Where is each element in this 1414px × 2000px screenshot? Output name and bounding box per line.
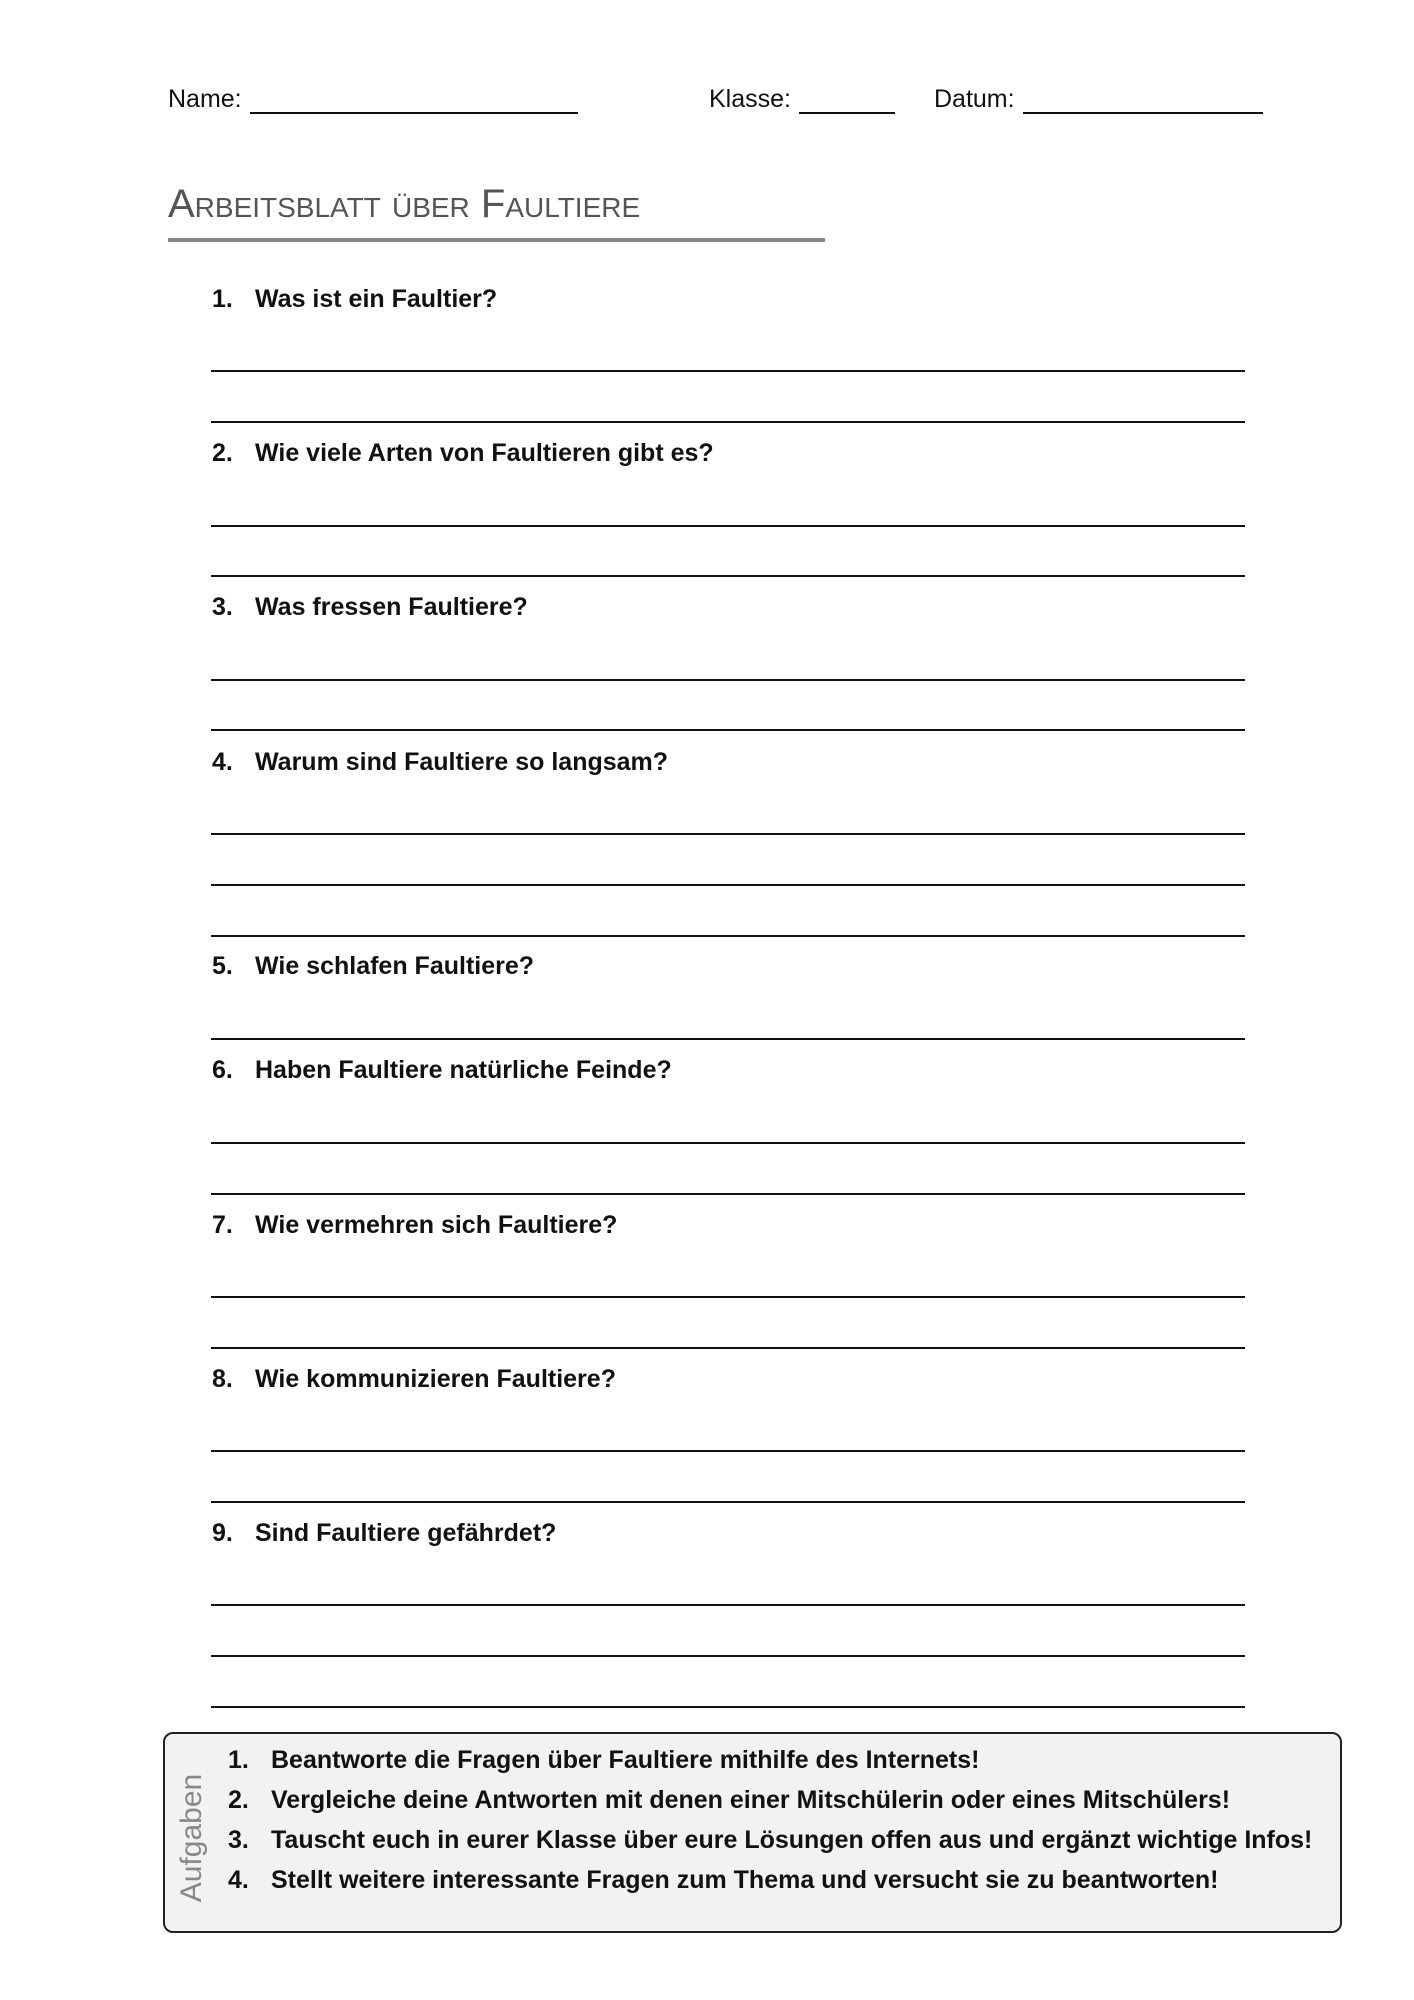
answer-line — [211, 1655, 1245, 1657]
page-title: Arbeitsblatt über Faultiere — [168, 182, 641, 226]
question-text: Wie kommunizieren Faultiere? — [255, 1365, 616, 1393]
task-4 — [228, 1865, 1218, 1895]
title-underline — [168, 238, 825, 242]
task-text: Beantworte die Fragen über Faultiere mithilfe des Internets! — [271, 1746, 980, 1774]
task-text: Vergleiche deine Antworten mit denen einer Mitschülerin oder eines Mitschülers! — [271, 1786, 1231, 1814]
name-label: Name: — [168, 85, 242, 113]
task-number: 1. — [228, 1746, 249, 1774]
answer-line — [211, 525, 1245, 527]
question-text: Was ist ein Faultier? — [255, 285, 498, 313]
answer-line — [211, 1193, 1245, 1195]
question-number: 1. — [212, 285, 233, 313]
question-text: Was fressen Faultiere? — [255, 593, 528, 621]
question-text: Wie viele Arten von Faultieren gibt es? — [255, 439, 714, 467]
answer-line — [211, 833, 1245, 835]
question-number: 6. — [212, 1056, 233, 1084]
answer-line — [211, 1142, 1245, 1144]
question-6 — [212, 1055, 672, 1085]
question-9 — [212, 1518, 556, 1548]
question-number: 9. — [212, 1519, 233, 1547]
task-3 — [228, 1825, 1312, 1855]
answer-line — [211, 1038, 1245, 1040]
question-number: 5. — [212, 952, 233, 980]
question-5 — [212, 951, 534, 981]
answer-line — [211, 1296, 1245, 1298]
question-7 — [212, 1210, 617, 1240]
question-number: 2. — [212, 439, 233, 467]
question-number: 3. — [212, 593, 233, 621]
answer-line — [211, 884, 1245, 886]
tasks-label: Aufgaben — [175, 1773, 208, 1903]
datum-label: Datum: — [934, 85, 1015, 113]
question-text: Wie schlafen Faultiere? — [255, 952, 535, 980]
answer-line — [211, 679, 1245, 681]
answer-line — [211, 575, 1245, 577]
question-text: Warum sind Faultiere so langsam? — [255, 748, 669, 776]
task-text: Tauscht euch in eurer Klasse über eure Lösungen offen aus und ergänzt wichtige Infos! — [271, 1826, 1313, 1854]
question-4 — [212, 747, 668, 777]
answer-line — [211, 935, 1245, 937]
klasse-field — [709, 84, 895, 114]
datum-field — [934, 84, 1263, 114]
question-number: 7. — [212, 1211, 233, 1239]
klasse-blank — [799, 92, 895, 114]
question-1 — [212, 284, 497, 314]
question-text: Haben Faultiere natürliche Feinde? — [255, 1056, 672, 1084]
answer-line — [211, 1347, 1245, 1349]
answer-line — [211, 1450, 1245, 1452]
answer-line — [211, 421, 1245, 423]
question-number: 4. — [212, 748, 233, 776]
question-number: 8. — [212, 1365, 233, 1393]
answer-line — [211, 370, 1245, 372]
answer-line — [211, 1706, 1245, 1708]
answer-line — [211, 729, 1245, 731]
name-blank — [250, 92, 578, 114]
question-text: Wie vermehren sich Faultiere? — [255, 1211, 618, 1239]
question-3 — [212, 592, 528, 622]
question-8 — [212, 1364, 616, 1394]
question-text: Sind Faultiere gefährdet? — [255, 1519, 557, 1547]
datum-blank — [1023, 92, 1263, 114]
task-2 — [228, 1785, 1230, 1815]
task-number: 3. — [228, 1826, 249, 1854]
task-1 — [228, 1745, 979, 1775]
name-field — [168, 84, 578, 114]
task-text: Stellt weitere interessante Fragen zum Thema und versucht sie zu beantworten! — [271, 1866, 1219, 1894]
answer-line — [211, 1604, 1245, 1606]
question-2 — [212, 438, 714, 468]
task-number: 4. — [228, 1866, 249, 1894]
answer-line — [211, 1501, 1245, 1503]
klasse-label: Klasse: — [709, 85, 791, 113]
task-number: 2. — [228, 1786, 249, 1814]
